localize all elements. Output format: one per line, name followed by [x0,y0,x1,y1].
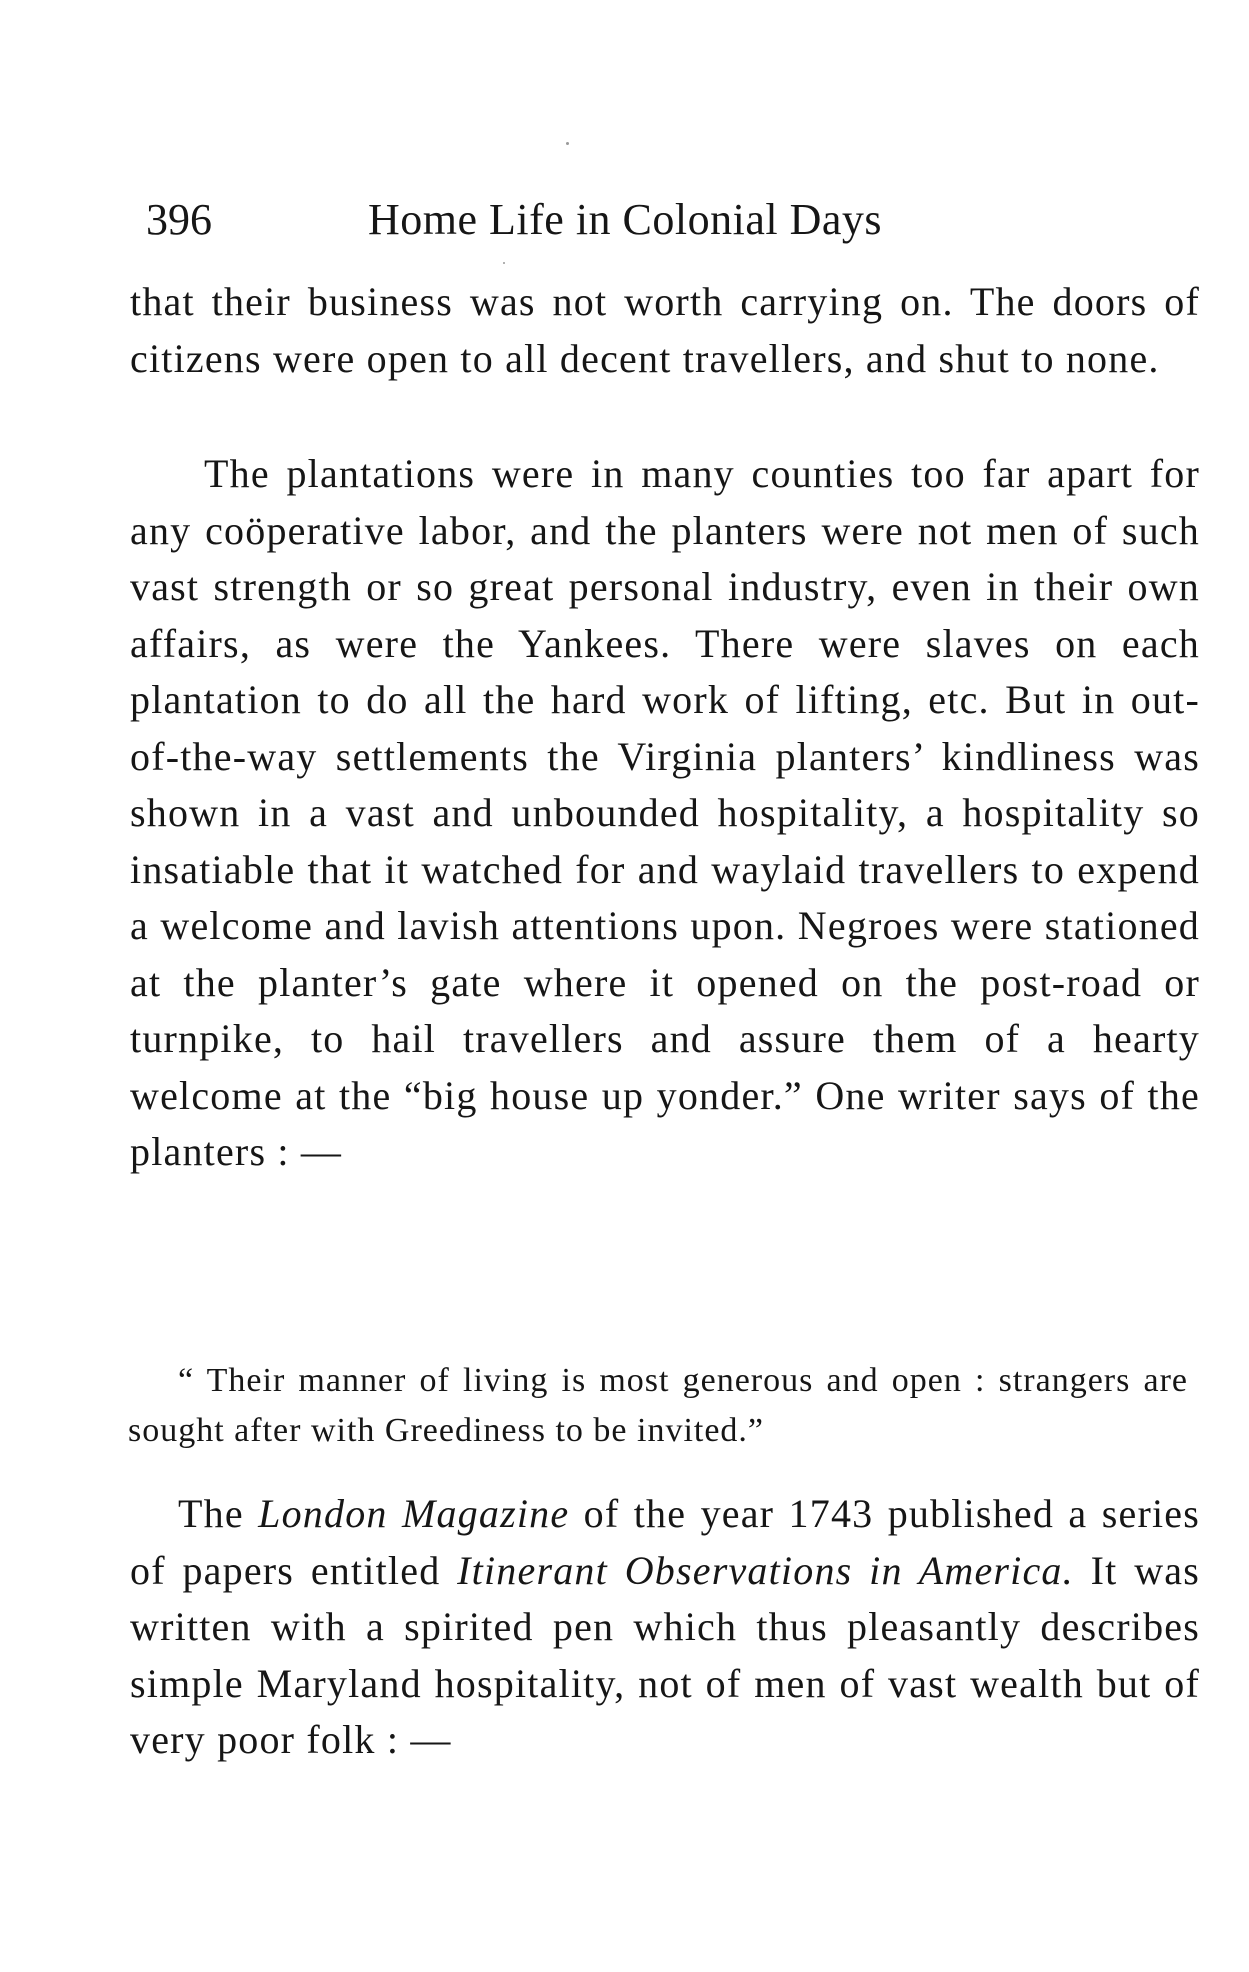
paragraph-1-text: that their business was not worth carrying on. The doors of citizens were open to all decent travellers, and shut to none. [130,279,1200,381]
paragraph-3-ending: It was written with a spirited pen which thus pleasantly describes simple Maryland hospitality, not of men of vast wealth but of very poor folk : — [130,1547,1201,1762]
magazine-title: London Magazine [258,1491,570,1536]
paragraph-2 [130,446,1200,1181]
block-quote [128,1356,1188,1456]
paragraph-3-intro: The [178,1491,259,1536]
paragraph-3 [130,1486,1200,1769]
series-title: Itinerant Observations in America. [457,1547,1074,1593]
page-header [146,190,1006,250]
paragraph-3-middle: of the year 1743 published a series of papers entitled [130,1491,1200,1593]
paragraph-2-text: The plantations were in many counties too far apart for any coöperative labor, and the planters were not men of such vast strength or so great personal industry, even in their own affairs, as were the Yankees. There were slaves on each plantation to do all the hard work of lifting, etc. But in out-of-the-way settlements the Virginia planters’ kindliness was shown in a vast and unbounded hospitality, a hospitality so insatiable that it watched for and waylaid travellers to expend a welcome and lavish attentions upon. Negroes were stationed at the planter’s gate where it opened on the post-road or turnpike, to hail travellers and assure them of a hearty welcome at the “big house up yonder.” One writer says of the planters : — [130,451,1200,1174]
paragraph-3-text [130,1486,1200,1769]
page-number: 396 [146,195,212,244]
block-quote-text: “ Their manner of living is most generous and open : strangers are sought after with Greediness to be invited.” [128,1362,1188,1449]
running-title: Home Life in Colonial Days [368,195,883,244]
print-speck [503,262,505,264]
print-speck [566,142,569,145]
paragraph-1 [130,274,1200,387]
